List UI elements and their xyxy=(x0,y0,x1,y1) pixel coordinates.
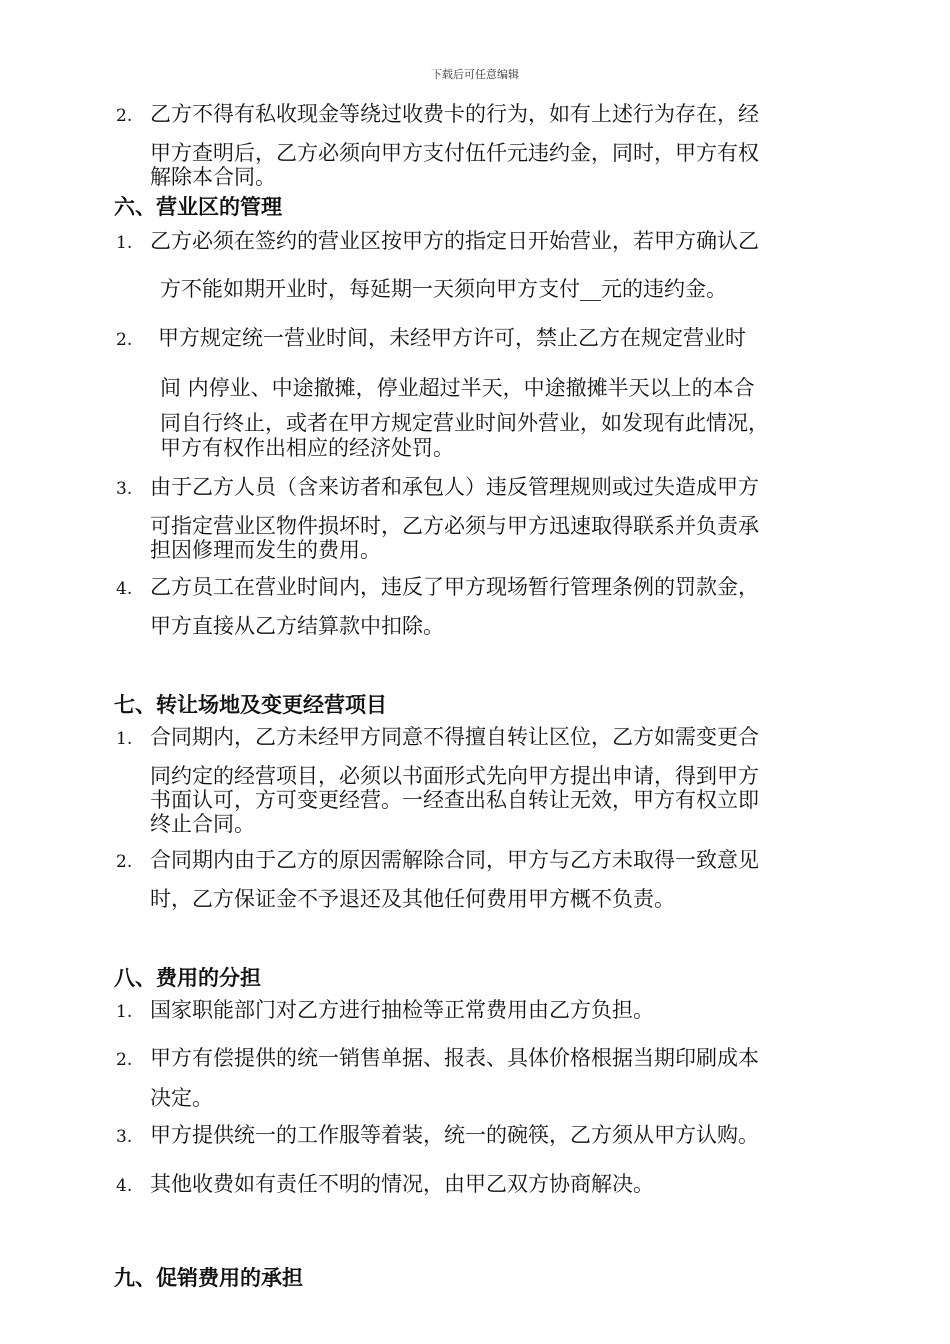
item-text-line: 时，乙方保证金不予退还及其他任何费用甲方概不负责。 xyxy=(150,887,675,911)
item-text-line: 甲方有权作出相应的经济处罚。 xyxy=(160,436,454,460)
section-heading: 八、费用的分担 xyxy=(114,966,261,990)
item-text-line: 解除本合同。 xyxy=(150,165,276,189)
item-text-line: 方不能如期开业时，每延期一天须向甲方支付__元的违约金。 xyxy=(160,277,727,301)
section-heading: 七、转让场地及变更经营项目 xyxy=(114,693,387,717)
item-text-line: 书面认可，方可变更经营。一经查出私自转让无效，甲方有权立即 xyxy=(150,788,759,812)
item-text-line: 由于乙方人员（含来访者和承包人）违反管理规则或过失造成甲方 xyxy=(150,475,759,499)
item-number: 3. xyxy=(116,479,133,499)
item-text-line: 甲方直接从乙方结算款中扣除。 xyxy=(150,614,444,638)
item-text-line: 乙方员工在营业时间内，违反了甲方现场暂行管理条例的罚款金， xyxy=(150,575,759,599)
item-text-line: 可指定营业区物件损坏时，乙方必须与甲方迅速取得联系并负责承 xyxy=(150,514,759,538)
item-text-line: 间 内停业、中途撤摊，停业超过半天，中途撤摊半天以上的本合 xyxy=(160,376,755,400)
item-number: 4. xyxy=(116,1176,133,1196)
item-text-line: 甲方有偿提供的统一销售单据、报表、具体价格根据当期印刷成本 xyxy=(150,1046,759,1070)
item-text-line: 甲方规定统一营业时间，未经甲方许可，禁止乙方在规定营业时 xyxy=(158,326,746,350)
page-header: 下载后可任意编辑 xyxy=(431,68,519,81)
item-number: 2. xyxy=(116,1050,133,1070)
item-number: 4. xyxy=(116,579,133,599)
item-number: 3. xyxy=(116,1127,133,1147)
item-text-line: 合同期内，乙方未经甲方同意不得擅自转让区位，乙方如需变更合 xyxy=(150,725,759,749)
section-heading: 六、营业区的管理 xyxy=(114,195,282,219)
item-text-line: 终止合同。 xyxy=(150,812,255,836)
item-text-line: 甲方提供统一的工作服等着装，统一的碗筷，乙方须从甲方认购。 xyxy=(150,1123,759,1147)
item-text-line: 同约定的经营项目，必须以书面形式先向甲方提出申请，得到甲方 xyxy=(150,764,759,788)
item-text-line: 担因修理而发生的费用。 xyxy=(150,538,381,562)
item-number: 1. xyxy=(116,233,133,253)
section-heading: 九、促销费用的承担 xyxy=(114,1266,303,1290)
item-text-line: 乙方必须在签约的营业区按甲方的指定日开始营业，若甲方确认乙 xyxy=(150,229,759,253)
item-text-line: 乙方不得有私收现金等绕过收费卡的行为，如有上述行为存在，经 xyxy=(150,102,759,126)
item-number: 2. xyxy=(116,330,133,350)
item-text-line: 甲方查明后，乙方必须向甲方支付伍仟元违约金，同时，甲方有权 xyxy=(150,141,759,165)
item-number: 1. xyxy=(116,1002,133,1022)
item-text-line: 国家职能部门对乙方进行抽检等正常费用由乙方负担。 xyxy=(150,998,654,1022)
item-text-line: 同自行终止，或者在甲方规定营业时间外营业，如发现有此情况， xyxy=(160,411,769,435)
item-number: 1. xyxy=(116,729,133,749)
item-number: 2. xyxy=(116,106,133,126)
item-text-line: 合同期内由于乙方的原因需解除合同，甲方与乙方未取得一致意见 xyxy=(150,848,759,872)
item-number: 2. xyxy=(116,852,133,872)
item-text-line: 其他收费如有责任不明的情况，由甲乙双方协商解决。 xyxy=(150,1172,654,1196)
item-text-line: 决定。 xyxy=(150,1086,213,1110)
